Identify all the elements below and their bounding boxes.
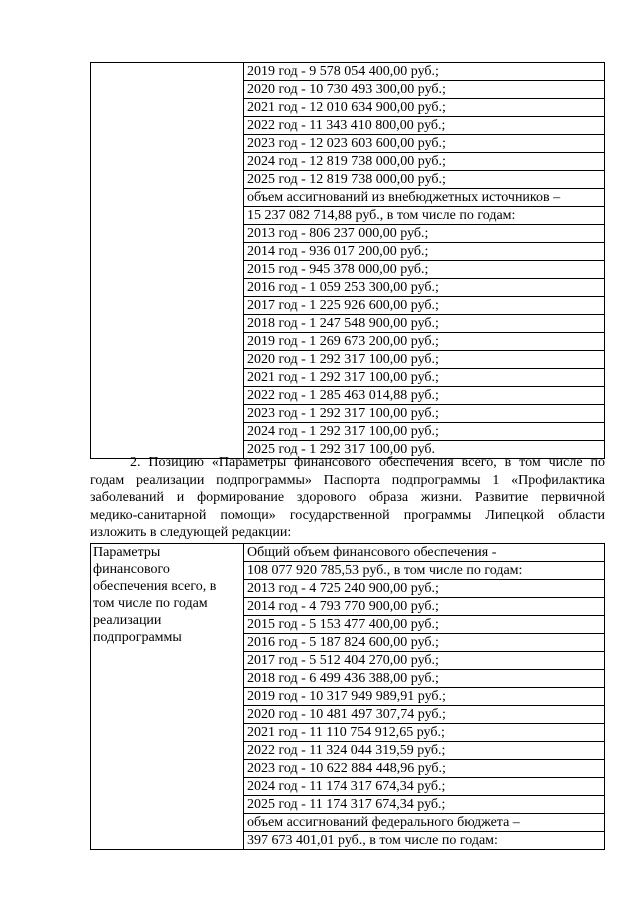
table-line: объем ассигнований федерального бюджета – [244,814,604,832]
table-line: 2014 год - 4 793 770 900,00 руб.; [244,598,604,616]
parameter-name-line: реализации [93,613,162,628]
amendment-paragraph [90,454,605,542]
table-line: 2018 год - 1 247 548 900,00 руб.; [244,315,604,333]
table-line: 108 077 920 785,53 руб., в том числе по годам: [244,562,604,580]
parameter-name-line: подпрограммы [93,630,182,645]
table-left-cell [91,63,244,459]
table-line: 2020 год - 1 292 317 100,00 руб.; [244,351,604,369]
funding-parameters-table [90,543,605,850]
table-line: 15 237 082 714,88 руб., в том числе по годам: [244,207,604,225]
parameter-name-line: финансового [93,562,170,577]
parameter-name-line: том числе по годам [93,596,208,611]
parameter-name-line: обеспечения всего, в [93,579,217,594]
table-line: 2023 год - 1 292 317 100,00 руб.; [244,405,604,423]
table-line: 2018 год - 6 499 436 388,00 руб.; [244,670,604,688]
table-line: 2013 год - 806 237 000,00 руб.; [244,225,604,243]
paragraph-line: медико-санитарной помощи» государственной программы Липецкой области [90,507,605,523]
paragraph-line: изложить в следующей редакции: [90,525,292,540]
table-line: объем ассигнований из внебюджетных источников – [244,189,604,207]
paragraph-line: заболеваний и формирование здорового образа жизни. Развитие первичной [90,490,605,505]
parameter-name-line: Параметры [93,545,161,560]
table-line: 2016 год - 1 059 253 300,00 руб.; [244,279,604,297]
table-right-cell [244,63,605,459]
table-line: 2021 год - 1 292 317 100,00 руб.; [244,369,604,387]
table-line: 2015 год - 5 153 477 400,00 руб.; [244,616,604,634]
table-line: 2019 год - 9 578 054 400,00 руб.; [244,63,604,81]
table-line: 2021 год - 11 110 754 912,65 руб.; [244,724,604,742]
table-line: 2025 год - 12 819 738 000,00 руб.; [244,171,604,189]
table-line: 2019 год - 1 269 673 200,00 руб.; [244,333,604,351]
table-line: 2024 год - 11 174 317 674,34 руб.; [244,778,604,796]
table-line: 2022 год - 11 343 410 800,00 руб.; [244,117,604,135]
table-line: 2020 год - 10 481 497 307,74 руб.; [244,706,604,724]
table-line: 397 673 401,01 руб., в том числе по годам: [247,833,498,848]
table-line: 2024 год - 12 819 738 000,00 руб.; [244,153,604,171]
table-line: 2022 год - 11 324 044 319,59 руб.; [244,742,604,760]
table-line: 2015 год - 945 378 000,00 руб.; [244,261,604,279]
table-line: 2020 год - 10 730 493 300,00 руб.; [244,81,604,99]
table-row [91,544,605,850]
table-line: 2019 год - 10 317 949 989,91 руб.; [244,688,604,706]
table-line: 2021 год - 12 010 634 900,00 руб.; [244,99,604,117]
table-line: Общий объем финансового обеспечения - [244,544,604,562]
parameter-name-cell [91,544,244,850]
table-line: 2024 год - 1 292 317 100,00 руб.; [244,423,604,441]
table-line: 2025 год - 11 174 317 674,34 руб.; [244,796,604,814]
paragraph-line: 2. Позицию «Параметры финансового обеспечения всего, в том числе по [130,455,605,470]
funding-table-continued [90,62,605,459]
table-line: 2017 год - 5 512 404 270,00 руб.; [244,652,604,670]
table-line: 2017 год - 1 225 926 600,00 руб.; [244,297,604,315]
parameter-value-cell [244,544,605,850]
table-line: 2013 год - 4 725 240 900,00 руб.; [244,580,604,598]
paragraph-line: годам реализации подпрограммы» Паспорта подпрограммы 1 «Профилактика [90,472,605,488]
table-line: 2025 год - 1 292 317 100,00 руб. [247,442,436,457]
table-line: 2023 год - 10 622 884 448,96 руб.; [244,760,604,778]
table-line: 2023 год - 12 023 603 600,00 руб.; [244,135,604,153]
table-line: 2022 год - 1 285 463 014,88 руб.; [244,387,604,405]
table-line: 2016 год - 5 187 824 600,00 руб.; [244,634,604,652]
table-row [91,63,605,459]
table-line: 2014 год - 936 017 200,00 руб.; [244,243,604,261]
